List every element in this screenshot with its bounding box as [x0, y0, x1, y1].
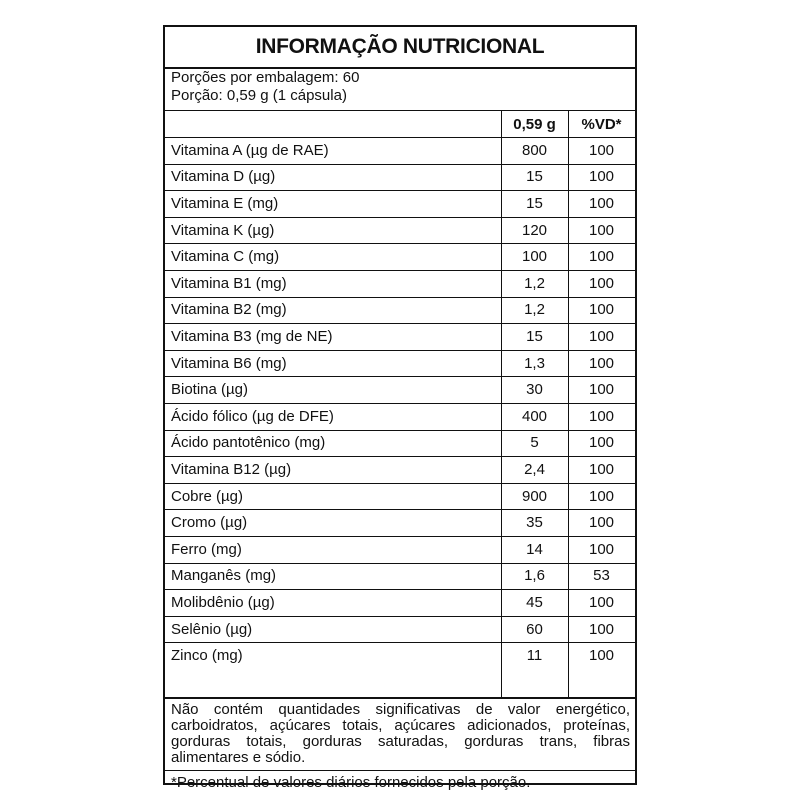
- nutrient-amount: 11: [526, 647, 543, 665]
- row-divider: [165, 430, 635, 431]
- row-divider: [165, 563, 635, 564]
- row-divider: [165, 137, 635, 138]
- nutrient-name: Ferro (mg): [171, 540, 242, 558]
- nutrient-name: Vitamina B12 (µg): [171, 460, 292, 478]
- row-divider: [165, 297, 635, 298]
- nutrient-name: Zinco (mg): [171, 647, 243, 665]
- nutrient-amount: 2,4: [524, 460, 545, 478]
- nutrient-daily-value: 100: [588, 354, 615, 372]
- nutrient-daily-value: 53: [593, 567, 610, 585]
- nutrient-name: Vitamina B2 (mg): [171, 301, 287, 319]
- nutrient-name: Ácido pantotênico (mg): [171, 434, 326, 452]
- nutrient-daily-value: 100: [588, 460, 615, 478]
- nutrient-amount: 30: [526, 381, 543, 399]
- row-divider: [165, 323, 635, 324]
- row-divider: [165, 376, 635, 377]
- header-daily-value: %VD*: [581, 115, 622, 133]
- nutrient-amount: 1,6: [524, 567, 545, 585]
- nutrient-name: Cobre (µg): [171, 487, 243, 505]
- nutrient-name: Vitamina K (µg): [171, 221, 275, 239]
- nutrient-daily-value: 100: [588, 381, 615, 399]
- nutrient-amount: 900: [521, 487, 548, 505]
- nutrient-row: [165, 589, 635, 616]
- row-divider: [165, 164, 635, 165]
- nutrient-daily-value: 100: [588, 194, 615, 212]
- nutrient-row: [165, 616, 635, 643]
- nutrient-daily-value: 100: [588, 248, 615, 266]
- nutrient-name: Vitamina B3 (mg de NE): [171, 327, 333, 345]
- footnote: *Percentual de valores diários fornecidos pela porção.: [171, 774, 531, 791]
- row-divider: [165, 483, 635, 484]
- row-divider: [165, 403, 635, 404]
- nutrient-daily-value: 100: [588, 141, 615, 159]
- nutrient-daily-value: 100: [588, 168, 615, 186]
- row-divider: [165, 642, 635, 643]
- nutrient-daily-value: 100: [588, 221, 615, 239]
- nutrient-row: [165, 243, 635, 270]
- nutrient-amount: 60: [526, 620, 543, 638]
- row-divider: [165, 589, 635, 590]
- nutrient-daily-value: 100: [588, 434, 615, 452]
- row-divider: [165, 243, 635, 244]
- nutrient-daily-value: 100: [588, 301, 615, 319]
- nutrient-row: [165, 323, 635, 350]
- nutrient-amount: 1,3: [524, 354, 545, 372]
- nutrient-daily-value: 100: [588, 647, 615, 665]
- nutrient-row: [165, 483, 635, 510]
- nutrient-row: [165, 190, 635, 217]
- row-divider: [165, 616, 635, 617]
- header-amount: 0,59 g: [513, 115, 556, 133]
- nutrient-name: Cromo (µg): [171, 514, 248, 532]
- footnote-divider: [165, 770, 635, 771]
- nutrient-name: Vitamina D (µg): [171, 168, 276, 186]
- nutrient-name: Molibdênio (µg): [171, 593, 275, 611]
- nutrient-row: [165, 270, 635, 297]
- nutrient-row: [165, 137, 635, 164]
- nutrient-amount: 15: [526, 168, 543, 186]
- nutrient-amount: 15: [526, 327, 543, 345]
- nutrient-name: Vitamina E (mg): [171, 194, 279, 212]
- nutrient-amount: 5: [530, 434, 539, 452]
- nutrient-row: [165, 297, 635, 324]
- nutrient-name: Selênio (µg): [171, 620, 253, 638]
- nutrient-amount: 400: [521, 407, 548, 425]
- nutrient-name: Vitamina B6 (mg): [171, 354, 287, 372]
- label-title: INFORMAÇÃO NUTRICIONAL: [255, 35, 545, 58]
- row-divider: [165, 270, 635, 271]
- nutrient-daily-value: 100: [588, 274, 615, 292]
- nutrient-row: [165, 350, 635, 377]
- nutrient-row: [165, 456, 635, 483]
- nutrient-name: Vitamina B1 (mg): [171, 274, 287, 292]
- nutrient-daily-value: 100: [588, 407, 615, 425]
- portions-per-package: Porções por embalagem: 60: [171, 69, 360, 86]
- row-divider: [165, 509, 635, 510]
- table-header-row: [165, 111, 635, 137]
- nutrient-name: Vitamina C (mg): [171, 248, 280, 266]
- nutrient-daily-value: 100: [588, 540, 615, 558]
- nutrient-row: [165, 164, 635, 191]
- nutrition-facts-label: [163, 25, 637, 791]
- nutrient-daily-value: 100: [588, 327, 615, 345]
- row-divider: [165, 217, 635, 218]
- nutrient-row: [165, 217, 635, 244]
- nutrient-amount: 1,2: [524, 274, 545, 292]
- nutrient-name: Manganês (mg): [171, 567, 277, 585]
- nutrient-amount: 120: [521, 221, 548, 239]
- row-divider: [165, 350, 635, 351]
- nutrient-daily-value: 100: [588, 487, 615, 505]
- row-divider: [165, 456, 635, 457]
- nutrient-row: [165, 403, 635, 430]
- row-divider: [165, 190, 635, 191]
- nutrient-daily-value: 100: [588, 514, 615, 532]
- nutrient-amount: 800: [521, 141, 548, 159]
- row-divider: [165, 536, 635, 537]
- nutrient-amount: 1,2: [524, 301, 545, 319]
- nutrient-amount: 45: [526, 593, 543, 611]
- nutrient-amount: 35: [526, 514, 543, 532]
- nutrient-amount: 100: [521, 248, 548, 266]
- nutrient-amount: 14: [526, 540, 543, 558]
- nutrient-name: Vitamina A (µg de RAE): [171, 141, 329, 159]
- nutrient-row: [165, 376, 635, 403]
- nutrient-row: [165, 430, 635, 457]
- nutrient-name: Ácido fólico (µg de DFE): [171, 407, 334, 425]
- nutrient-name: Biotina (µg): [171, 381, 249, 399]
- nutrient-row: [165, 536, 635, 563]
- serving-size: Porção: 0,59 g (1 cápsula): [171, 87, 347, 104]
- nutrient-row: [165, 509, 635, 536]
- nutrient-amount: 15: [526, 194, 543, 212]
- nutrient-row: [165, 642, 635, 669]
- nutrient-row: [165, 563, 635, 590]
- table-bottom-divider: [165, 697, 635, 699]
- nutrition-note: Não contém quantidades significativas de valor energético, carboidratos, açúcares totais, açúcares adicionados, proteínas, gorduras totais, gorduras saturadas, gorduras trans, fibras alimentares e sódio.: [171, 701, 630, 766]
- nutrient-daily-value: 100: [588, 593, 615, 611]
- nutrient-daily-value: 100: [588, 620, 615, 638]
